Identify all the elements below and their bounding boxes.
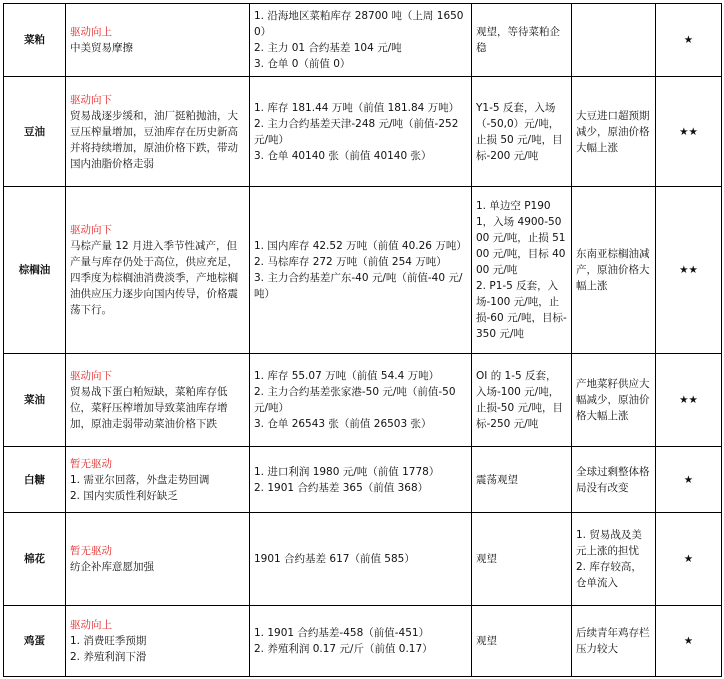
rating-stars: ★	[656, 606, 722, 677]
strategy-cell	[472, 77, 572, 187]
strategy-line: Y1-5 反套，入场（-50,0）元/吨，止损 50 元/吨，目标-200 元/吨	[476, 101, 563, 162]
risk-cell	[572, 4, 656, 77]
data-line: 2. 主力合约基差天津-248 元/吨（前值-252 元/吨）	[254, 117, 459, 146]
table-row	[4, 4, 722, 77]
commodity-table	[3, 3, 722, 677]
rating-stars: ★	[656, 447, 722, 513]
data-line: 2. 马棕库存 272 万吨（前值 254 万吨）	[254, 256, 447, 268]
strategy-line: 1. 单边空 P1901，入场 4900-5000 元/吨，止损 5100 元/吨，目标 4000 元/吨	[476, 200, 566, 276]
table-row	[4, 187, 722, 354]
strategy-line: 震荡观望	[476, 473, 518, 486]
commodity-name: 鸡蛋	[4, 606, 66, 677]
risk-cell	[572, 354, 656, 447]
risk-line: 后续青年鸡存栏压力较大	[576, 627, 650, 655]
driver-label: 驱动向下	[70, 93, 112, 106]
risk-line: 东南亚棕榈油减产，原油价格大幅上涨	[576, 248, 650, 292]
data-cell	[250, 187, 472, 354]
data-cell	[250, 447, 472, 513]
driver-cell	[66, 606, 250, 677]
driver-cell	[66, 4, 250, 77]
data-line: 2. 主力合约基差张家港-50 元/吨（前值-50 元/吨）	[254, 386, 456, 414]
table-row	[4, 77, 722, 187]
data-line: 1901 合约基差 617（前值 585）	[254, 553, 415, 565]
strategy-cell	[472, 606, 572, 677]
commodity-name: 棕榈油	[4, 187, 66, 354]
driver-cell	[66, 447, 250, 513]
driver-label: 暂无驱动	[70, 545, 112, 557]
strategy-line: 观望，等待菜粕企稳	[476, 26, 560, 54]
reason-line: 2. 养殖利润下滑	[70, 651, 147, 663]
data-cell	[250, 606, 472, 677]
commodity-name: 豆油	[4, 77, 66, 187]
driver-cell	[66, 354, 250, 447]
strategy-cell	[472, 354, 572, 447]
rating-stars: ★★	[656, 187, 722, 354]
risk-cell	[572, 513, 656, 606]
driver-label: 驱动向下	[70, 224, 112, 236]
driver-cell	[66, 187, 250, 354]
data-line: 1. 库存 181.44 万吨（前值 181.84 万吨）	[254, 101, 460, 114]
reason-line: 1. 消费旺季预期	[70, 635, 147, 647]
strategy-line: OI 的 1-5 反套，入场-100 元/吨，止损-50 元/吨，目标-250 元/吨	[476, 370, 564, 430]
table-row	[4, 513, 722, 606]
risk-line: 产地菜籽供应大幅减少，原油价格大幅上涨	[576, 378, 650, 422]
table-row	[4, 354, 722, 447]
rating-stars: ★	[656, 4, 722, 77]
data-line: 3. 仓单 40140 张（前值 40140 张）	[254, 149, 432, 162]
risk-cell	[572, 187, 656, 354]
data-line: 1. 库存 55.07 万吨（前值 54.4 万吨）	[254, 370, 440, 382]
strategy-cell	[472, 447, 572, 513]
rating-stars: ★★	[656, 354, 722, 447]
table-row	[4, 606, 722, 677]
data-line: 3. 主力合约基差广东-40 元/吨（前值-40 元/吨）	[254, 272, 463, 300]
reason-line: 中美贸易摩擦	[70, 42, 133, 54]
rating-stars: ★★	[656, 77, 722, 187]
risk-line: 2. 库存较高，仓单流入	[576, 561, 642, 589]
commodity-name: 棉花	[4, 513, 66, 606]
driver-label: 驱动向下	[70, 370, 112, 382]
data-line: 3. 仓单 26543 张（前值 26503 张）	[254, 418, 432, 430]
data-cell	[250, 4, 472, 77]
data-line: 1. 1901 合约基差-458（前值-451）	[254, 627, 430, 639]
risk-line: 1. 贸易战及美元上涨的担忧	[576, 529, 642, 557]
table-row	[4, 447, 722, 513]
commodity-name: 菜油	[4, 354, 66, 447]
data-cell	[250, 77, 472, 187]
risk-cell	[572, 77, 656, 187]
commodity-name: 白糖	[4, 447, 66, 513]
reason-line: 2. 国内实质性利好缺乏	[70, 489, 178, 502]
rating-stars: ★	[656, 513, 722, 606]
risk-line: 大豆进口超预期减少，原油价格大幅上涨	[576, 109, 650, 154]
commodity-name: 菜粕	[4, 4, 66, 77]
strategy-line: 观望	[476, 553, 497, 565]
reason-line: 纺企补库意愿加强	[70, 561, 154, 573]
data-line: 1. 沿海地区菜粕库存 28700 吨（上周 16500）	[254, 10, 464, 38]
risk-cell	[572, 606, 656, 677]
reason-line: 马棕产量 12 月进入季节性减产，但产量与库存仍处于高位，供应充足，四季度为棕榈油消费淡季，产地棕榈油供应压力逐步向国内传导，价格震荡下行。	[70, 240, 238, 316]
reason-line: 贸易战逐步缓和，油厂挺粕抛油，大豆压榨量增加，豆油库存在历史新高并将持续增加，原油价格下跌，带动国内油脂价格走弱	[70, 109, 238, 170]
driver-cell	[66, 513, 250, 606]
risk-cell	[572, 447, 656, 513]
data-cell	[250, 513, 472, 606]
reason-line: 贸易战下蛋白粕短缺，菜粕库存低位，菜籽压榨增加导致菜油库存增加，原油走弱带动菜油价格下跌	[70, 386, 228, 430]
strategy-cell	[472, 513, 572, 606]
reason-line: 1. 需亚尔回落，外盘走势回调	[70, 473, 210, 486]
driver-label: 驱动向上	[70, 26, 112, 38]
driver-label: 驱动向上	[70, 619, 112, 631]
data-cell	[250, 354, 472, 447]
driver-cell	[66, 77, 250, 187]
data-line: 2. 1901 合约基差 365（前值 368）	[254, 481, 429, 494]
strategy-line: 2. P1-5 反套，入场-100 元/吨，止损-60 元/吨，目标-350 元/吨	[476, 280, 567, 340]
strategy-line: 观望	[476, 635, 497, 647]
data-line: 1. 进口利润 1980 元/吨（前值 1778）	[254, 465, 440, 478]
data-line: 2. 养殖利润 0.17 元/斤（前值 0.17）	[254, 643, 433, 655]
strategy-cell	[472, 187, 572, 354]
strategy-cell	[472, 4, 572, 77]
data-line: 2. 主力 01 合约基差 104 元/吨	[254, 42, 402, 54]
driver-label: 暂无驱动	[70, 457, 112, 470]
data-line: 3. 仓单 0（前值 0）	[254, 58, 351, 70]
risk-line: 全球过剩整体格局没有改变	[576, 465, 650, 494]
data-line: 1. 国内库存 42.52 万吨（前值 40.26 万吨）	[254, 240, 467, 252]
